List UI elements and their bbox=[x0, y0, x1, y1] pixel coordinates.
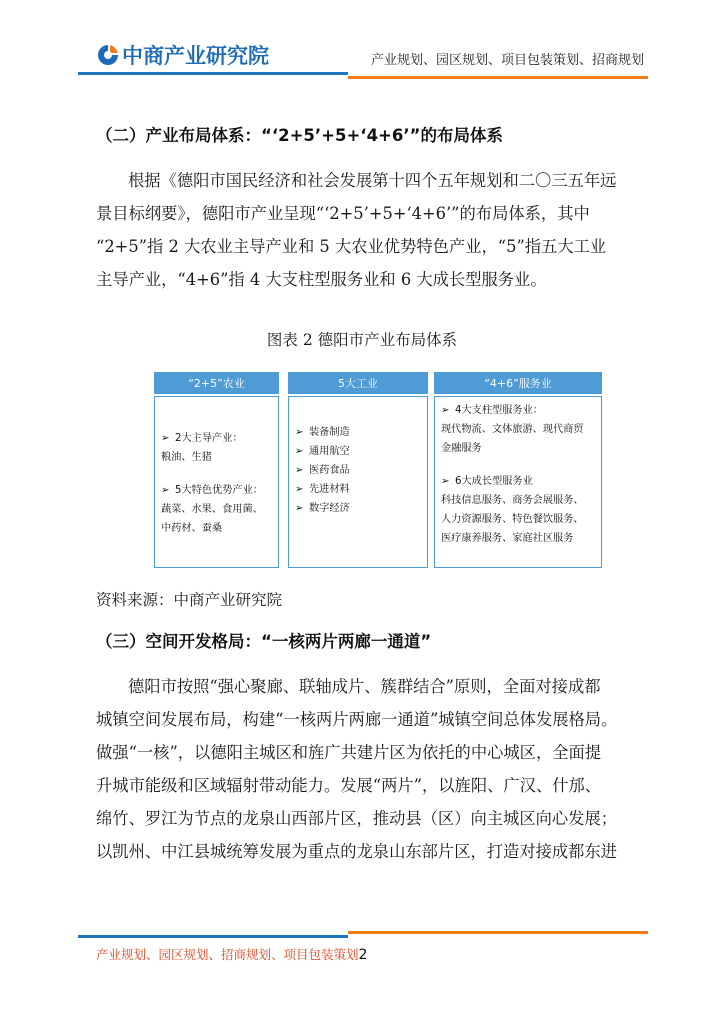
bullet-arrow-icon: ➢ bbox=[161, 433, 170, 444]
bullet-item bbox=[441, 472, 595, 491]
paragraph-line: 升城市能级和区域辐射带动能力。发展“两片”，以旌阳、广汉、什邡、 bbox=[96, 776, 602, 795]
item-label: 科技信息服务、商务会展服务、 bbox=[441, 495, 584, 506]
item-label: 医疗康养服务、家庭社区服务 bbox=[441, 533, 574, 544]
column-body bbox=[288, 396, 428, 568]
bullet-arrow-icon: ➢ bbox=[161, 485, 170, 496]
bullet-item bbox=[161, 481, 272, 500]
item-label: 中药材、蚕桑 bbox=[161, 523, 223, 534]
footer-tagline: 产业规划、园区规划、招商规划、项目包装策划 bbox=[96, 947, 359, 962]
diagram-column-agriculture bbox=[154, 372, 279, 568]
paragraph-line: 绵竹、罗江为节点的龙泉山西部片区，推动县（区）向主城区向心发展； bbox=[96, 809, 618, 828]
bullet-item bbox=[441, 401, 595, 420]
column-header: 5大工业 bbox=[288, 372, 428, 394]
bullet-item bbox=[295, 461, 421, 480]
column-header: “4+6”服务业 bbox=[434, 372, 602, 394]
bullet-arrow-icon: ➢ bbox=[441, 476, 450, 487]
section-3-paragraph bbox=[96, 670, 656, 868]
bullet-item bbox=[295, 499, 421, 518]
item-text bbox=[161, 519, 272, 538]
diagram-column-industry bbox=[288, 372, 428, 568]
item-label: 6大成长型服务业 bbox=[455, 476, 533, 487]
logo-icon bbox=[96, 43, 120, 67]
item-label: 先进材料 bbox=[309, 484, 350, 495]
item-text bbox=[441, 510, 595, 529]
paragraph-line: “2+5”指 2 大农业主导产业和 5 大农业优势特色产业，“5”指五大工业 bbox=[96, 237, 607, 256]
header-rule-blue bbox=[78, 72, 348, 75]
item-label: 通用航空 bbox=[309, 446, 350, 457]
item-label: 5大特色优势产业： bbox=[175, 485, 263, 496]
item-text bbox=[161, 448, 272, 467]
column-body bbox=[154, 396, 279, 568]
bullet-arrow-icon: ➢ bbox=[295, 446, 304, 457]
item-label: 2大主导产业： bbox=[175, 433, 243, 444]
industry-layout-diagram bbox=[154, 372, 602, 568]
paragraph-line: 做强“一核”，以德阳主城区和旌广共建片区为依托的中心城区，全面提 bbox=[96, 743, 602, 762]
diagram-column-services bbox=[434, 372, 602, 568]
item-text bbox=[441, 529, 595, 548]
bullet-arrow-icon: ➢ bbox=[295, 484, 304, 495]
page-header bbox=[0, 0, 724, 82]
column-spacer bbox=[441, 458, 595, 472]
item-label: 装备制造 bbox=[309, 427, 350, 438]
item-label: 医药食品 bbox=[309, 465, 350, 476]
paragraph-line: 根据《德阳市国民经济和社会发展第十四个五年规划和二〇三五年远 bbox=[128, 171, 617, 190]
header-tagline: 产业规划、园区规划、项目包装策划、招商规划 bbox=[370, 53, 644, 68]
section-2-paragraph bbox=[96, 164, 656, 296]
bullet-item bbox=[295, 423, 421, 442]
item-label: 数字经济 bbox=[309, 503, 350, 514]
logo-text: 中商产业研究院 bbox=[122, 44, 269, 68]
bullet-arrow-icon: ➢ bbox=[295, 465, 304, 476]
figure-source: 资料来源：中商产业研究院 bbox=[96, 591, 283, 609]
column-header: “2+5”农业 bbox=[154, 372, 279, 394]
paragraph-line: 主导产业，“4+6”指 4 大支柱型服务业和 6 大成长型服务业。 bbox=[96, 270, 547, 289]
footer-rule-blue bbox=[78, 935, 348, 938]
bullet-item bbox=[295, 442, 421, 461]
figure-title: 图表 2 德阳市产业布局体系 bbox=[266, 331, 458, 349]
bullet-arrow-icon: ➢ bbox=[441, 405, 450, 416]
bullet-arrow-icon: ➢ bbox=[295, 503, 304, 514]
header-rule-orange bbox=[348, 76, 648, 79]
item-label: 4大支柱型服务业： bbox=[455, 405, 543, 416]
bullet-item bbox=[295, 480, 421, 499]
paragraph-line: 景目标纲要》，德阳市产业呈现“‘2+5’+5+‘4+6’”的布局体系，其中 bbox=[96, 204, 590, 223]
item-label: 蔬菜、水果、食用菌、 bbox=[161, 504, 263, 515]
item-label: 现代物流、文体旅游、现代商贸 bbox=[441, 424, 584, 435]
column-body bbox=[434, 396, 602, 568]
page-number: 2 bbox=[358, 947, 368, 963]
column-spacer bbox=[161, 467, 272, 481]
page-footer bbox=[96, 945, 367, 963]
item-label: 金融服务 bbox=[441, 443, 482, 454]
paragraph-line: 城镇空间发展布局，构建“一核两片两廊一通道”城镇空间总体发展格局。 bbox=[96, 710, 618, 729]
paragraph-line: 以凯州、中江县城统筹发展为重点的龙泉山东部片区，打造对接成都东进 bbox=[96, 842, 618, 861]
item-label: 粮油、生猪 bbox=[161, 452, 212, 463]
item-text bbox=[441, 439, 595, 458]
bullet-item bbox=[161, 429, 272, 448]
paragraph-line: 德阳市按照“强心聚廊、联轴成片、簇群结合”原则，全面对接成都 bbox=[128, 677, 601, 696]
item-text bbox=[161, 500, 272, 519]
section-2-heading: （二）产业布局体系：“‘2+5’+5+‘4+6’”的布局体系 bbox=[96, 126, 503, 145]
item-text bbox=[441, 491, 595, 510]
logo bbox=[96, 40, 269, 70]
item-text bbox=[441, 420, 595, 439]
section-3-heading: （三）空间开发格局：“一核两片两廊一通道” bbox=[96, 632, 432, 651]
item-label: 人力资源服务、特色餐饮服务、 bbox=[441, 514, 584, 525]
bullet-arrow-icon: ➢ bbox=[295, 427, 304, 438]
footer-rule-orange bbox=[348, 931, 648, 934]
